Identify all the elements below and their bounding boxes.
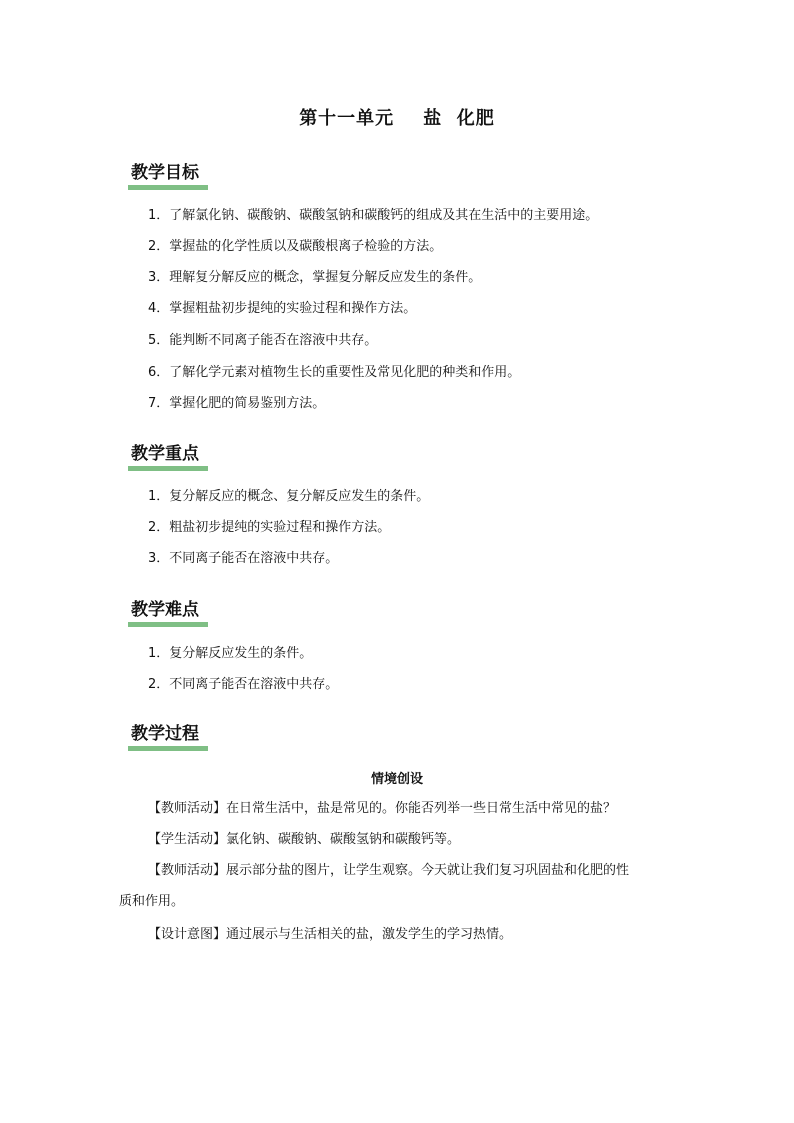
list-item: 2．不同离子能否在溶液中共存。 [148,677,339,692]
list-item: 5．能判断不同离子能否在溶液中共存。 [148,333,378,348]
list-item: 7．掌握化肥的简易鉴别方法。 [148,396,326,411]
list-item: 6．了解化学元素对植物生长的重要性及常见化肥的种类和作用。 [148,365,521,380]
paragraph: 【设计意图】通过展示与生活相关的盐，激发学生的学习热情。 [148,927,513,942]
list-item: 3．理解复分解反应的概念，掌握复分解反应发生的条件。 [148,270,482,285]
list-item: 2．粗盐初步提纯的实验过程和操作方法。 [148,520,391,535]
list-item: 4．掌握粗盐初步提纯的实验过程和操作方法。 [148,301,417,316]
list-item: 1．复分解反应的概念、复分解反应发生的条件。 [148,489,430,504]
section-heading-difficulties: 教学难点 [128,599,202,621]
section-subheading: 情境创设 [370,772,423,787]
paragraph-continuation: 质和作用。 [119,894,185,909]
section-heading-process: 教学过程 [128,723,202,745]
section-heading-goals: 教学目标 [128,162,202,184]
page-title: 第十一单元 盐 化肥 [299,108,495,129]
list-item: 3．不同离子能否在溶液中共存。 [148,551,339,566]
section-heading-key-points: 教学重点 [128,443,202,465]
paragraph: 【教师活动】展示部分盐的图片，让学生观察。今天就让我们复习巩固盐和化肥的性 [148,863,630,878]
list-item: 2．掌握盐的化学性质以及碳酸根离子检验的方法。 [148,239,443,254]
list-item: 1．复分解反应发生的条件。 [148,646,313,661]
list-item: 1．了解氯化钠、碳酸钠、碳酸氢钠和碳酸钙的组成及其在生活中的主要用途。 [148,208,599,223]
paragraph: 【教师活动】在日常生活中，盐是常见的。你能否列举一些日常生活中常见的盐？ [148,801,617,816]
paragraph: 【学生活动】氯化钠、碳酸钠、碳酸氢钠和碳酸钙等。 [148,832,461,847]
